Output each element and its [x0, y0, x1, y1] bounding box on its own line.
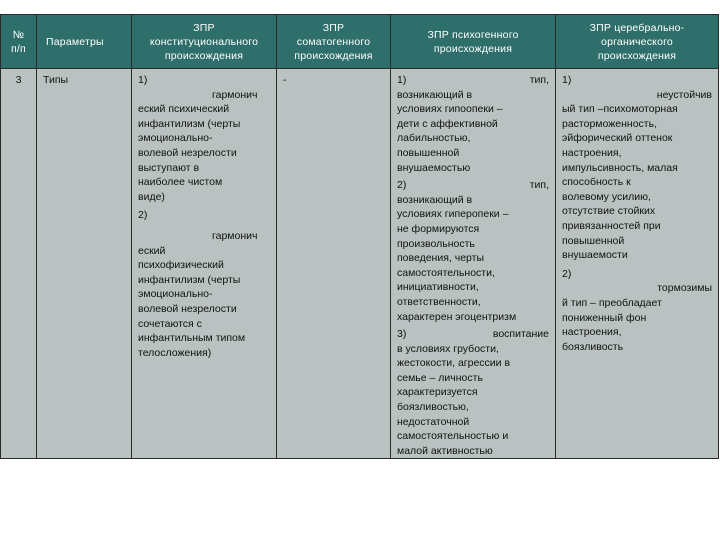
col3-item2-head	[397, 175, 549, 193]
text-line: эмоционально-	[138, 132, 213, 145]
header-col3	[391, 15, 556, 69]
text-line: виде)	[138, 190, 165, 203]
header-col3-line1: ЗПР психогенного	[427, 28, 519, 41]
text-line: инициативности,	[397, 281, 479, 294]
header-num-line2: п/п	[11, 42, 26, 55]
text-line: настроения,	[562, 146, 622, 159]
text-line: отсутствие стойких	[562, 205, 656, 218]
cell-psychogenic	[391, 69, 556, 459]
text-line: пониженный фон	[562, 311, 647, 324]
text-line: малой активностью	[397, 444, 493, 457]
text-line: выступают в	[138, 161, 200, 174]
text-line: характеризуется	[397, 386, 478, 399]
header-col4-line1: ЗПР церебрально-	[589, 21, 685, 34]
header-col1-line3: происхождения	[164, 49, 244, 62]
text-line: повышенной	[397, 146, 460, 159]
text-line: в условиях грубости,	[397, 342, 499, 355]
text-line: возникающий в	[397, 88, 473, 101]
text-line: телосложения)	[138, 346, 212, 359]
header-params	[37, 15, 132, 69]
col1-item1-number: 1)	[138, 74, 148, 86]
text-line: способность к	[562, 176, 631, 189]
text-line: сочетаются с	[138, 317, 202, 330]
text-line: не формируются	[397, 222, 480, 235]
col1-item2-number: 2)	[138, 209, 148, 222]
header-col2-line3: происхождения	[294, 49, 373, 62]
text-line: самостоятельности,	[397, 266, 495, 279]
text-line: еский	[138, 244, 166, 257]
text-line: инфантилизм (черты	[138, 117, 241, 130]
row-num: 3	[1, 69, 37, 459]
text-line: настроения,	[562, 326, 622, 339]
header-col4	[556, 15, 719, 69]
text-line: условиях гипоопеки –	[397, 103, 503, 116]
col4-item1-number: 1)	[562, 74, 572, 86]
col1-item1-first: гармонич	[212, 88, 258, 101]
col4-item2-first: тормозимы	[657, 282, 712, 295]
text-line: еский психический	[138, 103, 230, 116]
col4-item1-lines	[562, 102, 712, 263]
col3-item1-lines	[397, 88, 549, 176]
text-line: привязанностей при	[562, 219, 661, 232]
header-col1-line2: конституционального	[149, 35, 259, 48]
text-line: импульсивность, малая	[562, 161, 678, 174]
table-row	[1, 69, 719, 459]
text-line: условиях гиперопеки –	[397, 208, 509, 221]
header-params-label: Параметры	[46, 35, 104, 48]
col3-item3-number: 3)	[397, 328, 407, 341]
text-line: инфантилизм (черты	[138, 273, 241, 286]
col1-item2-first: гармонич	[212, 229, 258, 242]
text-line: семье – личность	[397, 371, 483, 384]
text-line: недостаточной	[397, 415, 470, 428]
col1-item2-lines	[138, 244, 270, 361]
text-line: наиболее чистом	[138, 176, 223, 189]
header-col2	[277, 15, 391, 69]
text-line: повышенной	[562, 234, 625, 247]
header-col4-line3: происхождения	[597, 49, 677, 62]
text-line: волевому усилию,	[562, 190, 651, 203]
cell-constitutional	[132, 69, 277, 459]
comparison-table	[0, 14, 719, 459]
header-num	[1, 15, 37, 69]
text-line: эмоционально-	[138, 288, 213, 301]
text-line: й тип – преобладает	[562, 296, 662, 309]
col3-item3-lines	[397, 342, 549, 459]
cell-somatogenic	[277, 69, 391, 459]
header-col1-line1: ЗПР	[193, 21, 215, 34]
col3-item1-number: 1)	[397, 74, 407, 86]
text-line: волевой незрелости	[138, 146, 237, 159]
text-line: характерен эгоцентризм	[397, 310, 517, 323]
text-line: лабильностью,	[397, 132, 471, 145]
col2-dash: -	[283, 74, 287, 86]
col4-item2-lines	[562, 296, 712, 354]
col3-item1-head	[397, 73, 549, 88]
cell-cerebral-organic	[556, 69, 719, 459]
text-line: боязливость	[562, 340, 624, 353]
col1-item1-lines	[138, 102, 270, 204]
text-line: жестокости, агрессии в	[397, 357, 511, 370]
col3-item2-first: тип,	[529, 179, 549, 192]
text-line: дети с аффективной	[397, 117, 498, 130]
row-param: Типы	[37, 69, 132, 459]
col3-item3-first: воспитание	[492, 328, 549, 341]
header-col4-line2: органического	[601, 35, 673, 48]
col3-item2-number: 2)	[397, 179, 407, 192]
text-line: инфантильным типом	[138, 332, 246, 345]
text-line: внушаемостью	[397, 161, 471, 174]
col4-item2-number: 2)	[562, 267, 572, 280]
text-line: поведения, черты	[397, 252, 485, 265]
text-line: эйфорический оттенок	[562, 132, 673, 145]
text-line: внушаемости	[562, 249, 628, 262]
text-line: ый тип –психомоторная	[562, 103, 678, 116]
col3-item2-lines	[397, 193, 549, 324]
header-col3-line2: происхождения	[433, 42, 513, 55]
text-line: возникающий в	[397, 193, 473, 206]
text-line: самостоятельностью и	[397, 430, 509, 443]
text-line: ответственности,	[397, 295, 481, 308]
col4-item1-first: неустойчив	[656, 88, 712, 101]
header-num-line1: №	[12, 28, 25, 41]
col3-item1-first: тип,	[529, 74, 549, 86]
header-row	[1, 15, 719, 69]
header-col2-line1: ЗПР	[322, 21, 345, 34]
text-line: волевой незрелости	[138, 302, 237, 315]
text-line: боязливостью,	[397, 401, 469, 414]
col3-item3-head	[397, 324, 549, 342]
header-col1	[132, 15, 277, 69]
text-line: произвольность	[397, 237, 475, 250]
text-line: расторможенность,	[562, 117, 657, 130]
text-line: психофизический	[138, 259, 224, 272]
header-col2-line2: соматогенного	[296, 35, 371, 48]
